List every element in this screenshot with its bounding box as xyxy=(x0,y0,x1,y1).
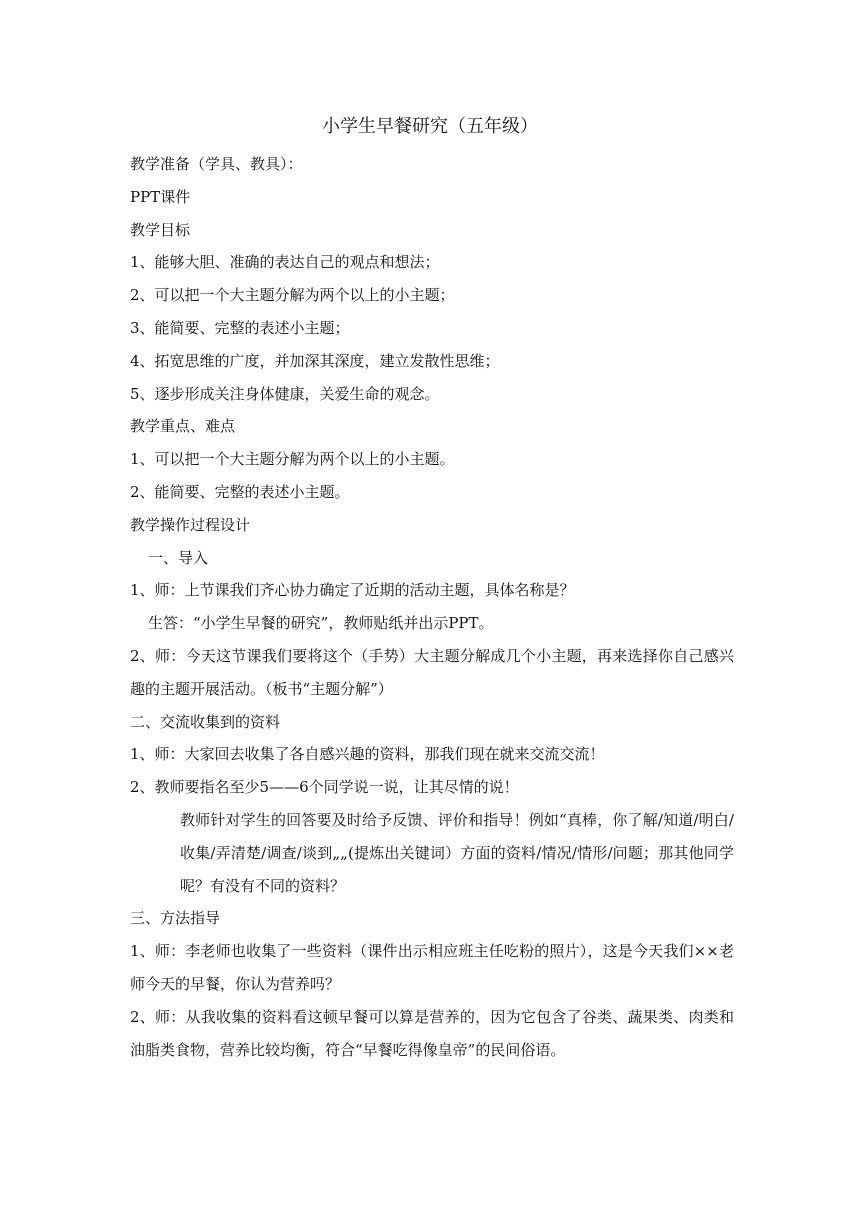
list-item: 2、师：今天这节课我们要将这个（手势）大主题分解成几个小主题，再来选择你自己感兴趣的主题开展活动。（板书“主题分解”） xyxy=(130,646,734,698)
subsection-heading: 一、导入 xyxy=(148,548,209,567)
list-item: 3、能简要、完整的表述小主题； xyxy=(130,318,350,337)
list-item: 1、能够大胆、准确的表达自己的观点和想法； xyxy=(130,253,440,272)
list-item: 1、师：大家回去收集了各自感兴趣的资料，那我们现在就来交流交流！ xyxy=(130,745,605,764)
section-heading: 教学目标 xyxy=(130,220,191,239)
subsection-heading: 二、交流收集到的资料 xyxy=(130,712,281,731)
document-title: 小学生早餐研究（五年级） xyxy=(322,116,538,137)
list-item: 2、能简要、完整的表述小主题。 xyxy=(130,482,350,501)
list-item: 1、师：李老师也收集了一些资料（课件出示相应班主任吃粉的照片），这是今天我们××老师今天的早餐，你认为营养吗？ xyxy=(130,942,734,993)
list-item: 1、可以把一个大主题分解为两个以上的小主题。 xyxy=(130,450,455,469)
section-heading: 教学操作过程设计 xyxy=(130,515,251,534)
section-heading: 教学重点、难点 xyxy=(130,417,236,436)
list-item: 1、师：上节课我们齐心协力确定了近期的活动主题，具体名称是？ xyxy=(130,581,575,600)
list-item: 5、逐步形成关注身体健康，关爱生命的观念。 xyxy=(130,384,440,403)
subsection-heading: 三、方法指导 xyxy=(130,909,221,928)
paragraph: 生答：“小学生早餐的研究”，教师贴纸并出示PPT。 xyxy=(148,614,494,633)
paragraph: PPT课件 xyxy=(130,187,191,206)
list-item: 2、师：从我收集的资料看这顿早餐可以算是营养的，因为它包含了谷类、蔬果类、肉类和油脂类食物，营养比较均衡，符合“早餐吃得像皇帝”的民间俗语。 xyxy=(130,1007,734,1059)
list-item: 2、可以把一个大主题分解为两个以上的小主题； xyxy=(130,286,455,305)
list-item: 4、拓宽思维的广度，并加深其深度，建立发散性思维； xyxy=(130,351,500,370)
list-item: 2、教师要指名至少5——6个同学说一说，让其尽情的说！ xyxy=(130,778,519,797)
document-body xyxy=(130,148,734,1066)
paragraph: 教师针对学生的回答要及时给予反馈、评价和指导！例如“真棒，你了解/知道/明白/收集/弄清楚/调查/谈到„„(提炼出关键词）方面的资料/情况/情形/问题；那其他同学呢？有没有不同的资料？ xyxy=(180,810,734,895)
paragraph: 教学准备（学具、教具）： xyxy=(130,155,303,173)
